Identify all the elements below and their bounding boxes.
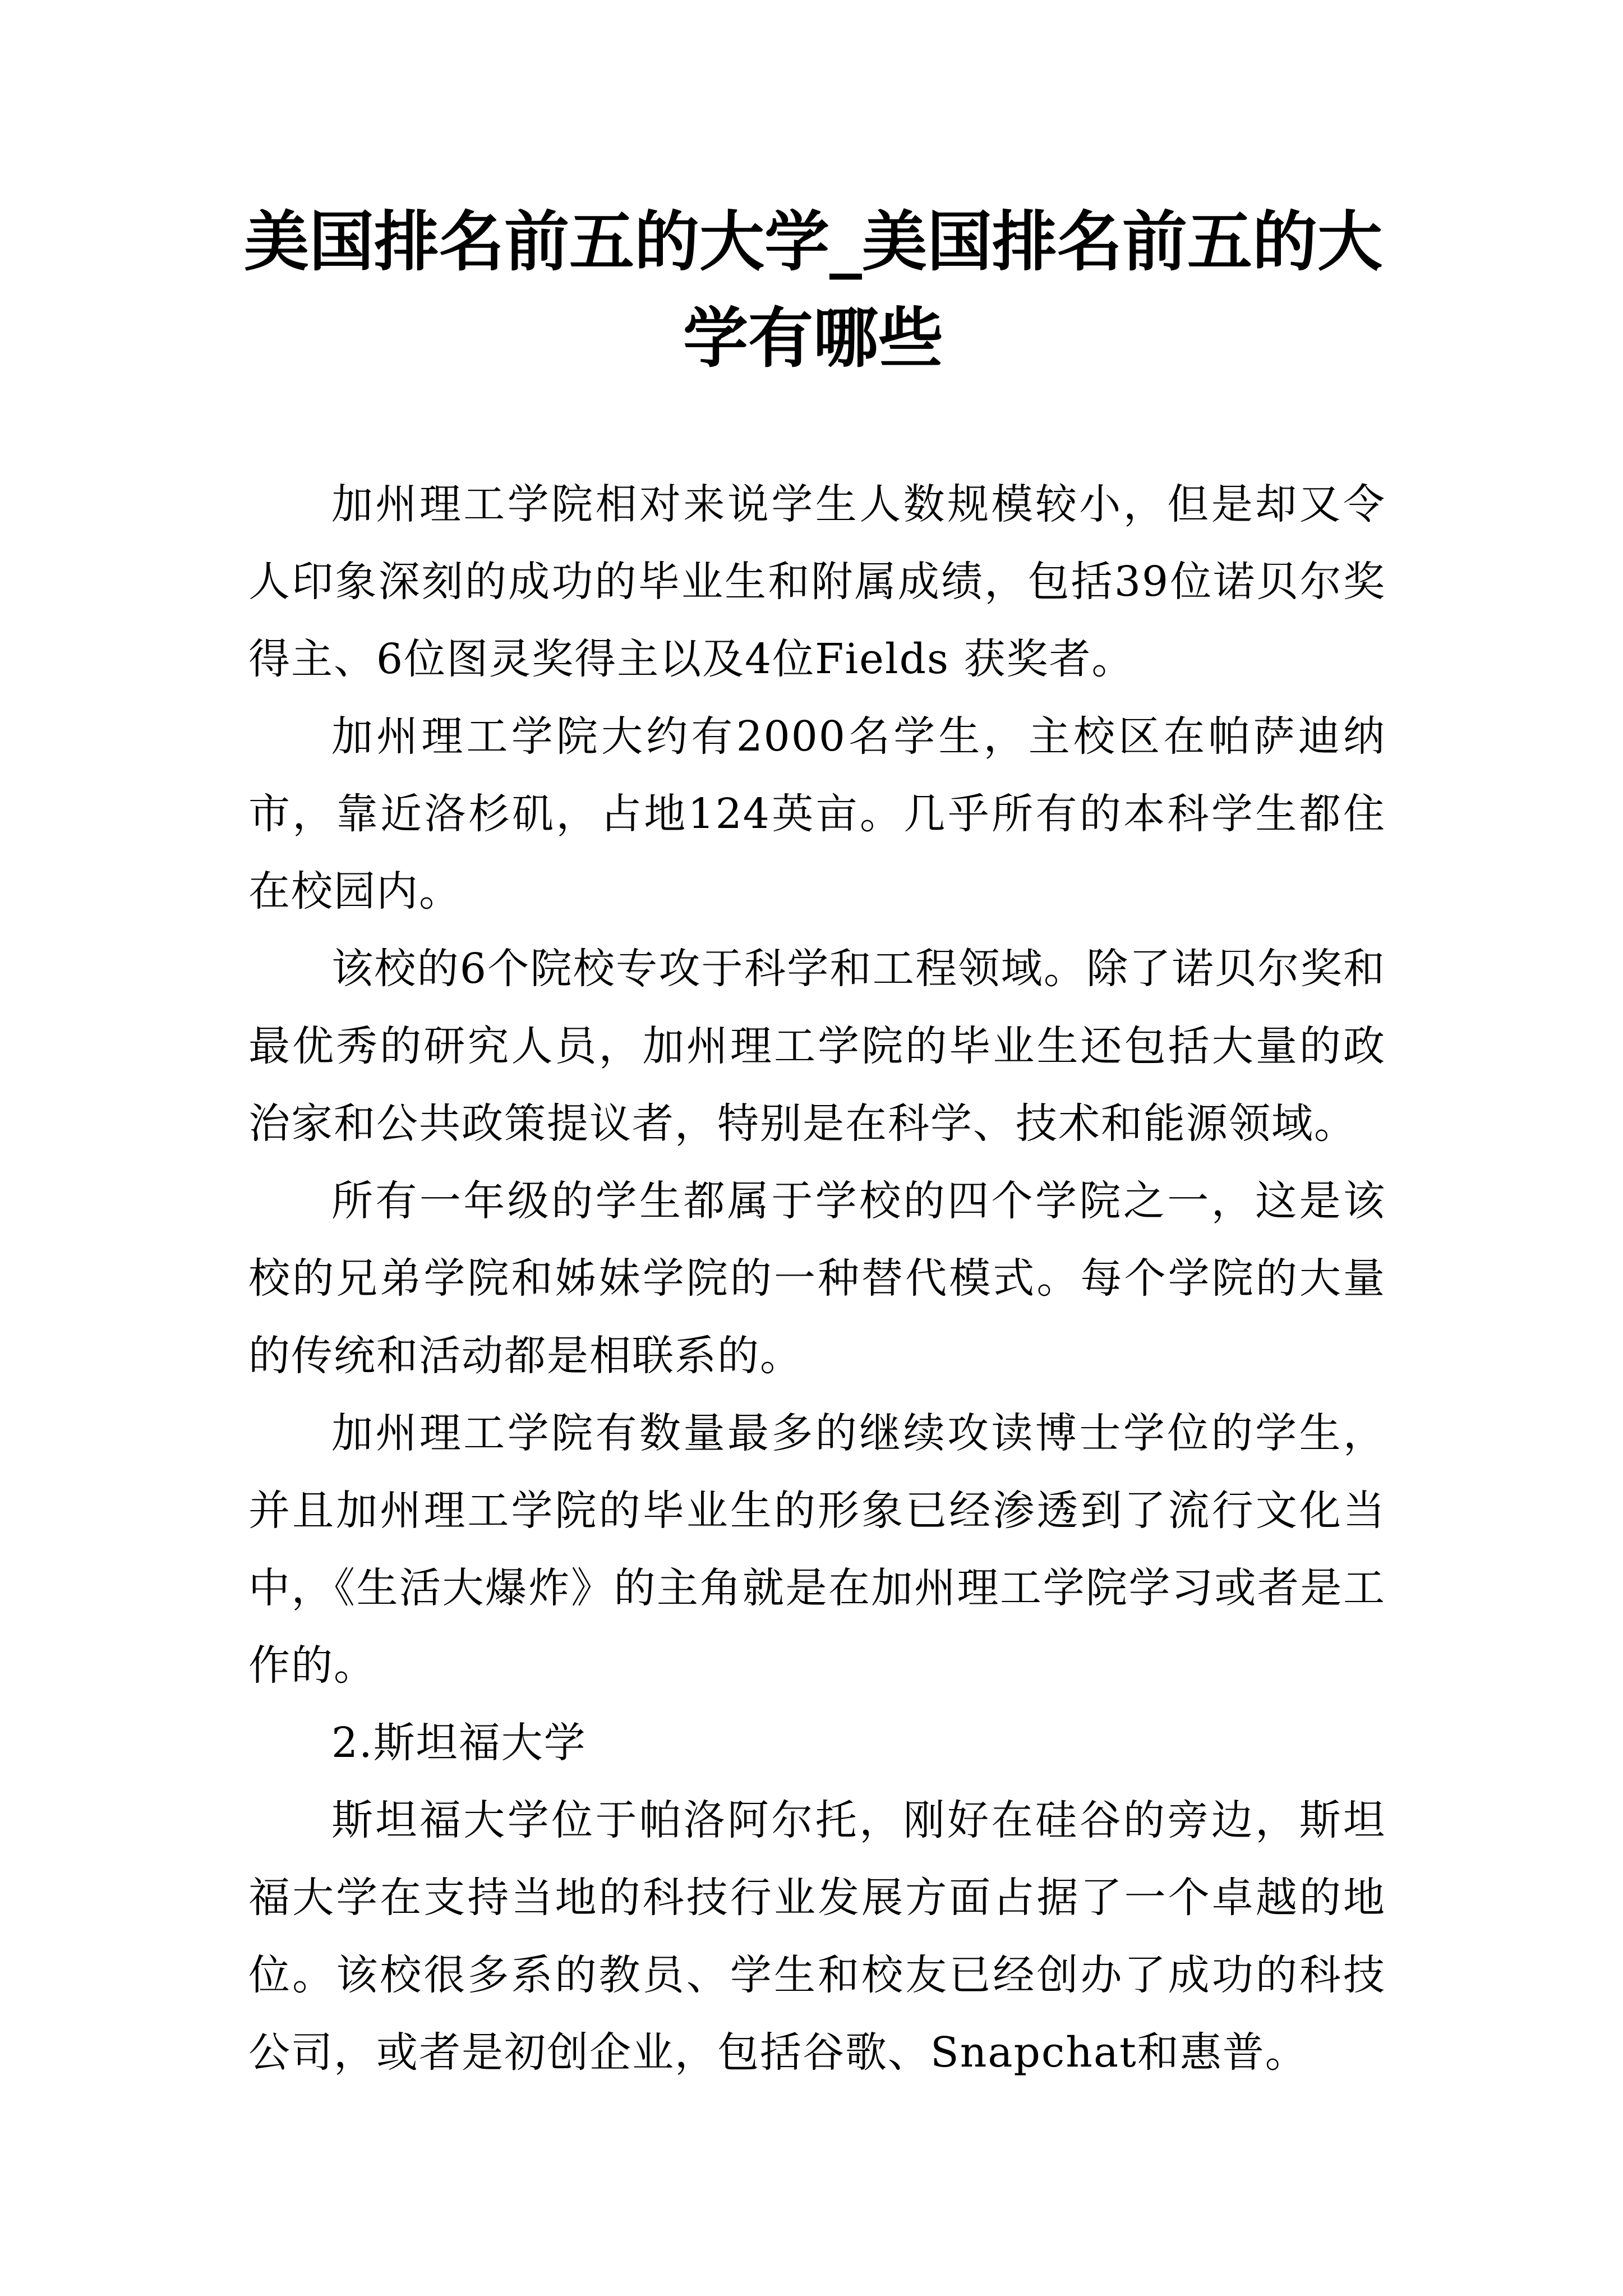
paragraph-caltech-phd: 加州理工学院有数量最多的继续攻读博士学位的学生，并且加州理工学院的毕业生的形象已经渗透到了流行文化当中，《生活大爆炸》的主角就是在加州理工学院学习或者是工作的。 <box>248 1409 1386 1690</box>
paragraph-stanford-intro: 斯坦福大学位于帕洛阿尔托，刚好在硅谷的旁边，斯坦福大学在支持当地的科技行业发展方面占据了一个卓越的地位。该校很多系的教员、学生和校友已经创办了成功的科技公司，或者是初创企业，包括谷歌、Snapchat和惠普。 <box>248 1796 1386 2077</box>
document-title: 美国排名前五的大学_美国排名前五的大学有哪些 <box>244 204 1382 376</box>
section-heading-stanford: 2.斯坦福大学 <box>331 1719 587 1767</box>
paragraph-caltech-campus: 加州理工学院大约有2000名学生，主校区在帕萨迪纳市，靠近洛杉矶，占地124英亩。几乎所有的本科学生都住在校园内。 <box>248 712 1386 915</box>
paragraph-caltech-houses: 所有一年级的学生都属于学校的四个学院之一，这是该校的兄弟学院和姊妹学院的一种替代模式。每个学院的大量的传统和活动都是相联系的。 <box>248 1177 1386 1380</box>
paragraph-caltech-intro: 加州理工学院相对来说学生人数规模较小，但是却又令人印象深刻的成功的毕业生和附属成绩，包括39位诺贝尔奖得主、6位图灵奖得主以及4位Fields 获奖者。 <box>248 480 1386 683</box>
paragraph-caltech-schools: 该校的6个院校专攻于科学和工程领域。除了诺贝尔奖和最优秀的研究人员，加州理工学院的毕业生还包括大量的政治家和公共政策提议者，特别是在科学、技术和能源领域。 <box>248 945 1386 1148</box>
document-body <box>248 466 1386 2091</box>
